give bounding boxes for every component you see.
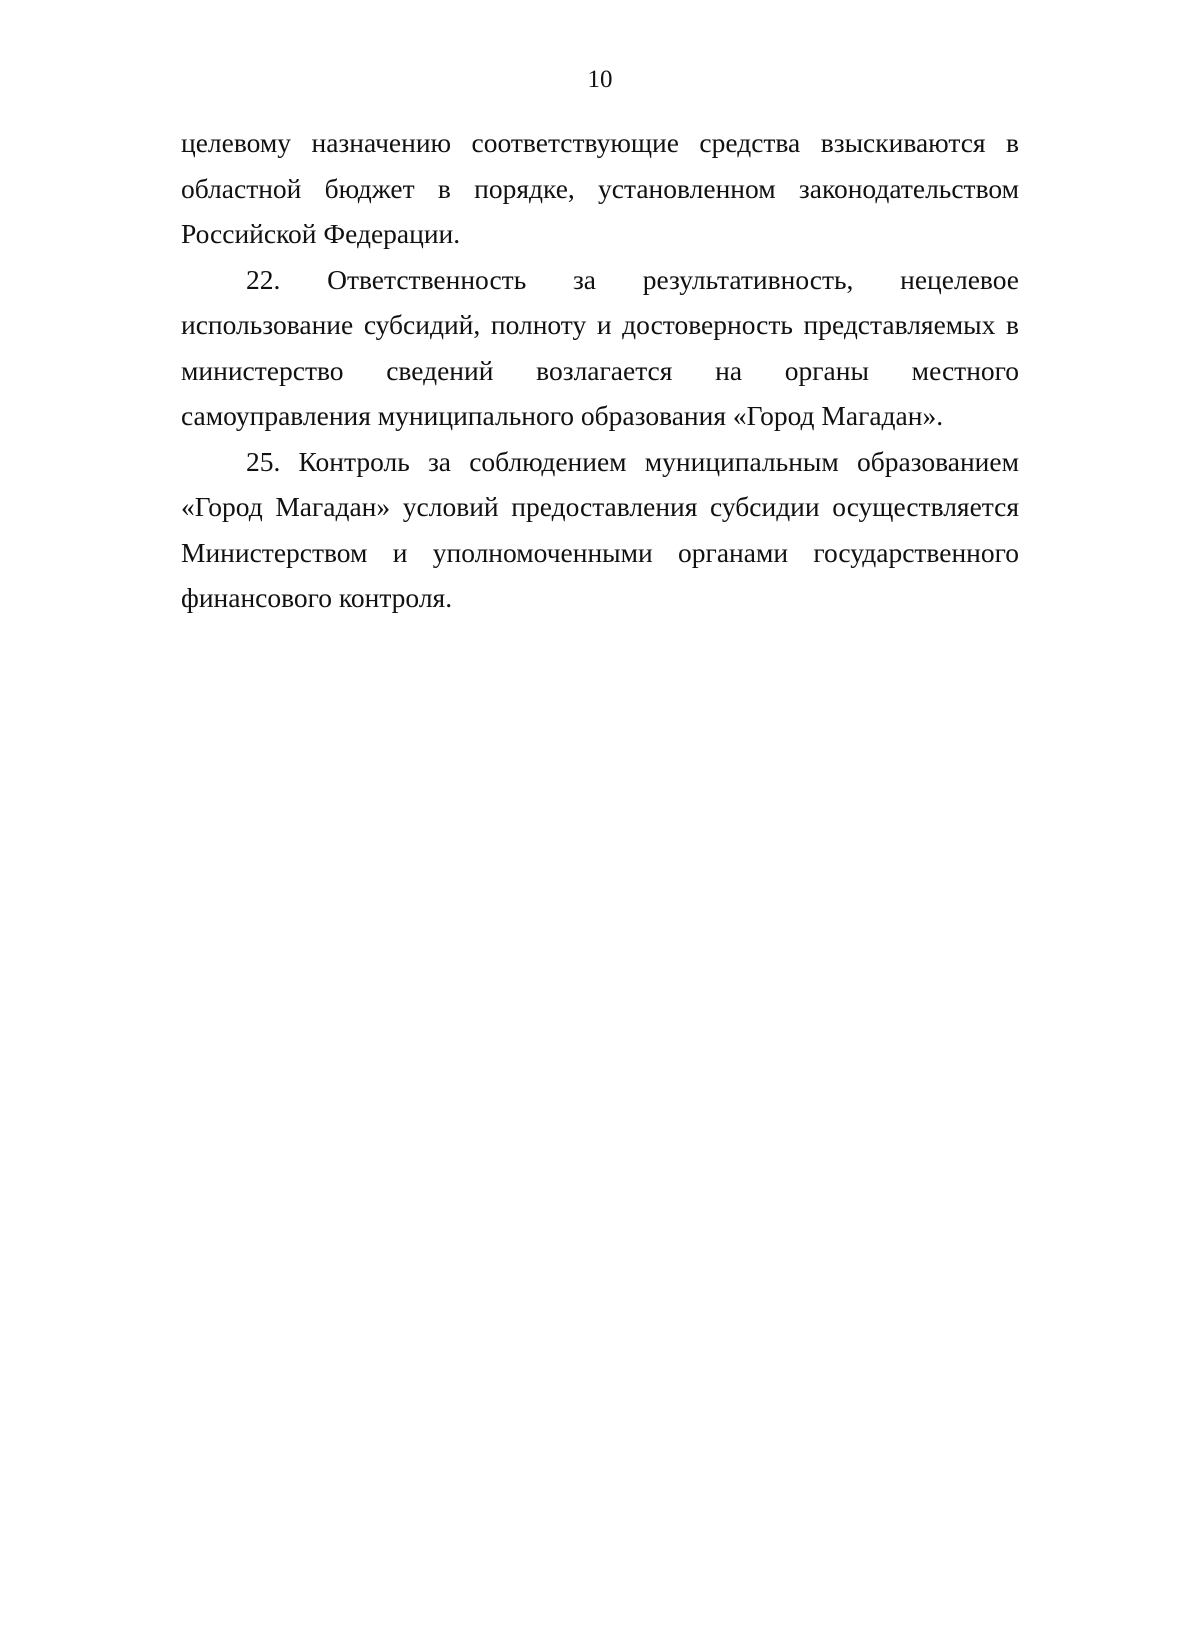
- paragraph-continuation: целевому назначению соответствующие средства взыскиваются в областной бюджет в порядке, установленном законодательством Российской Федерации.: [181, 127, 1019, 249]
- document-body: [181, 120, 1019, 621]
- paragraph-item-25: 25. Контроль за соблюдением муниципальным образованием «Город Магадан» условий предоставления субсидии осуществляется Министерством и уполномоченными органами государственного финансового контроля.: [181, 445, 1019, 613]
- page-number: 10: [587, 66, 613, 93]
- paragraph-item-22: 22. Ответственность за результативность, нецелевое использование субсидий, полноту и достоверность представляемых в министерство сведений возлагается на органы местного самоуправления муниципального образования «Город Магадан».: [181, 263, 1019, 431]
